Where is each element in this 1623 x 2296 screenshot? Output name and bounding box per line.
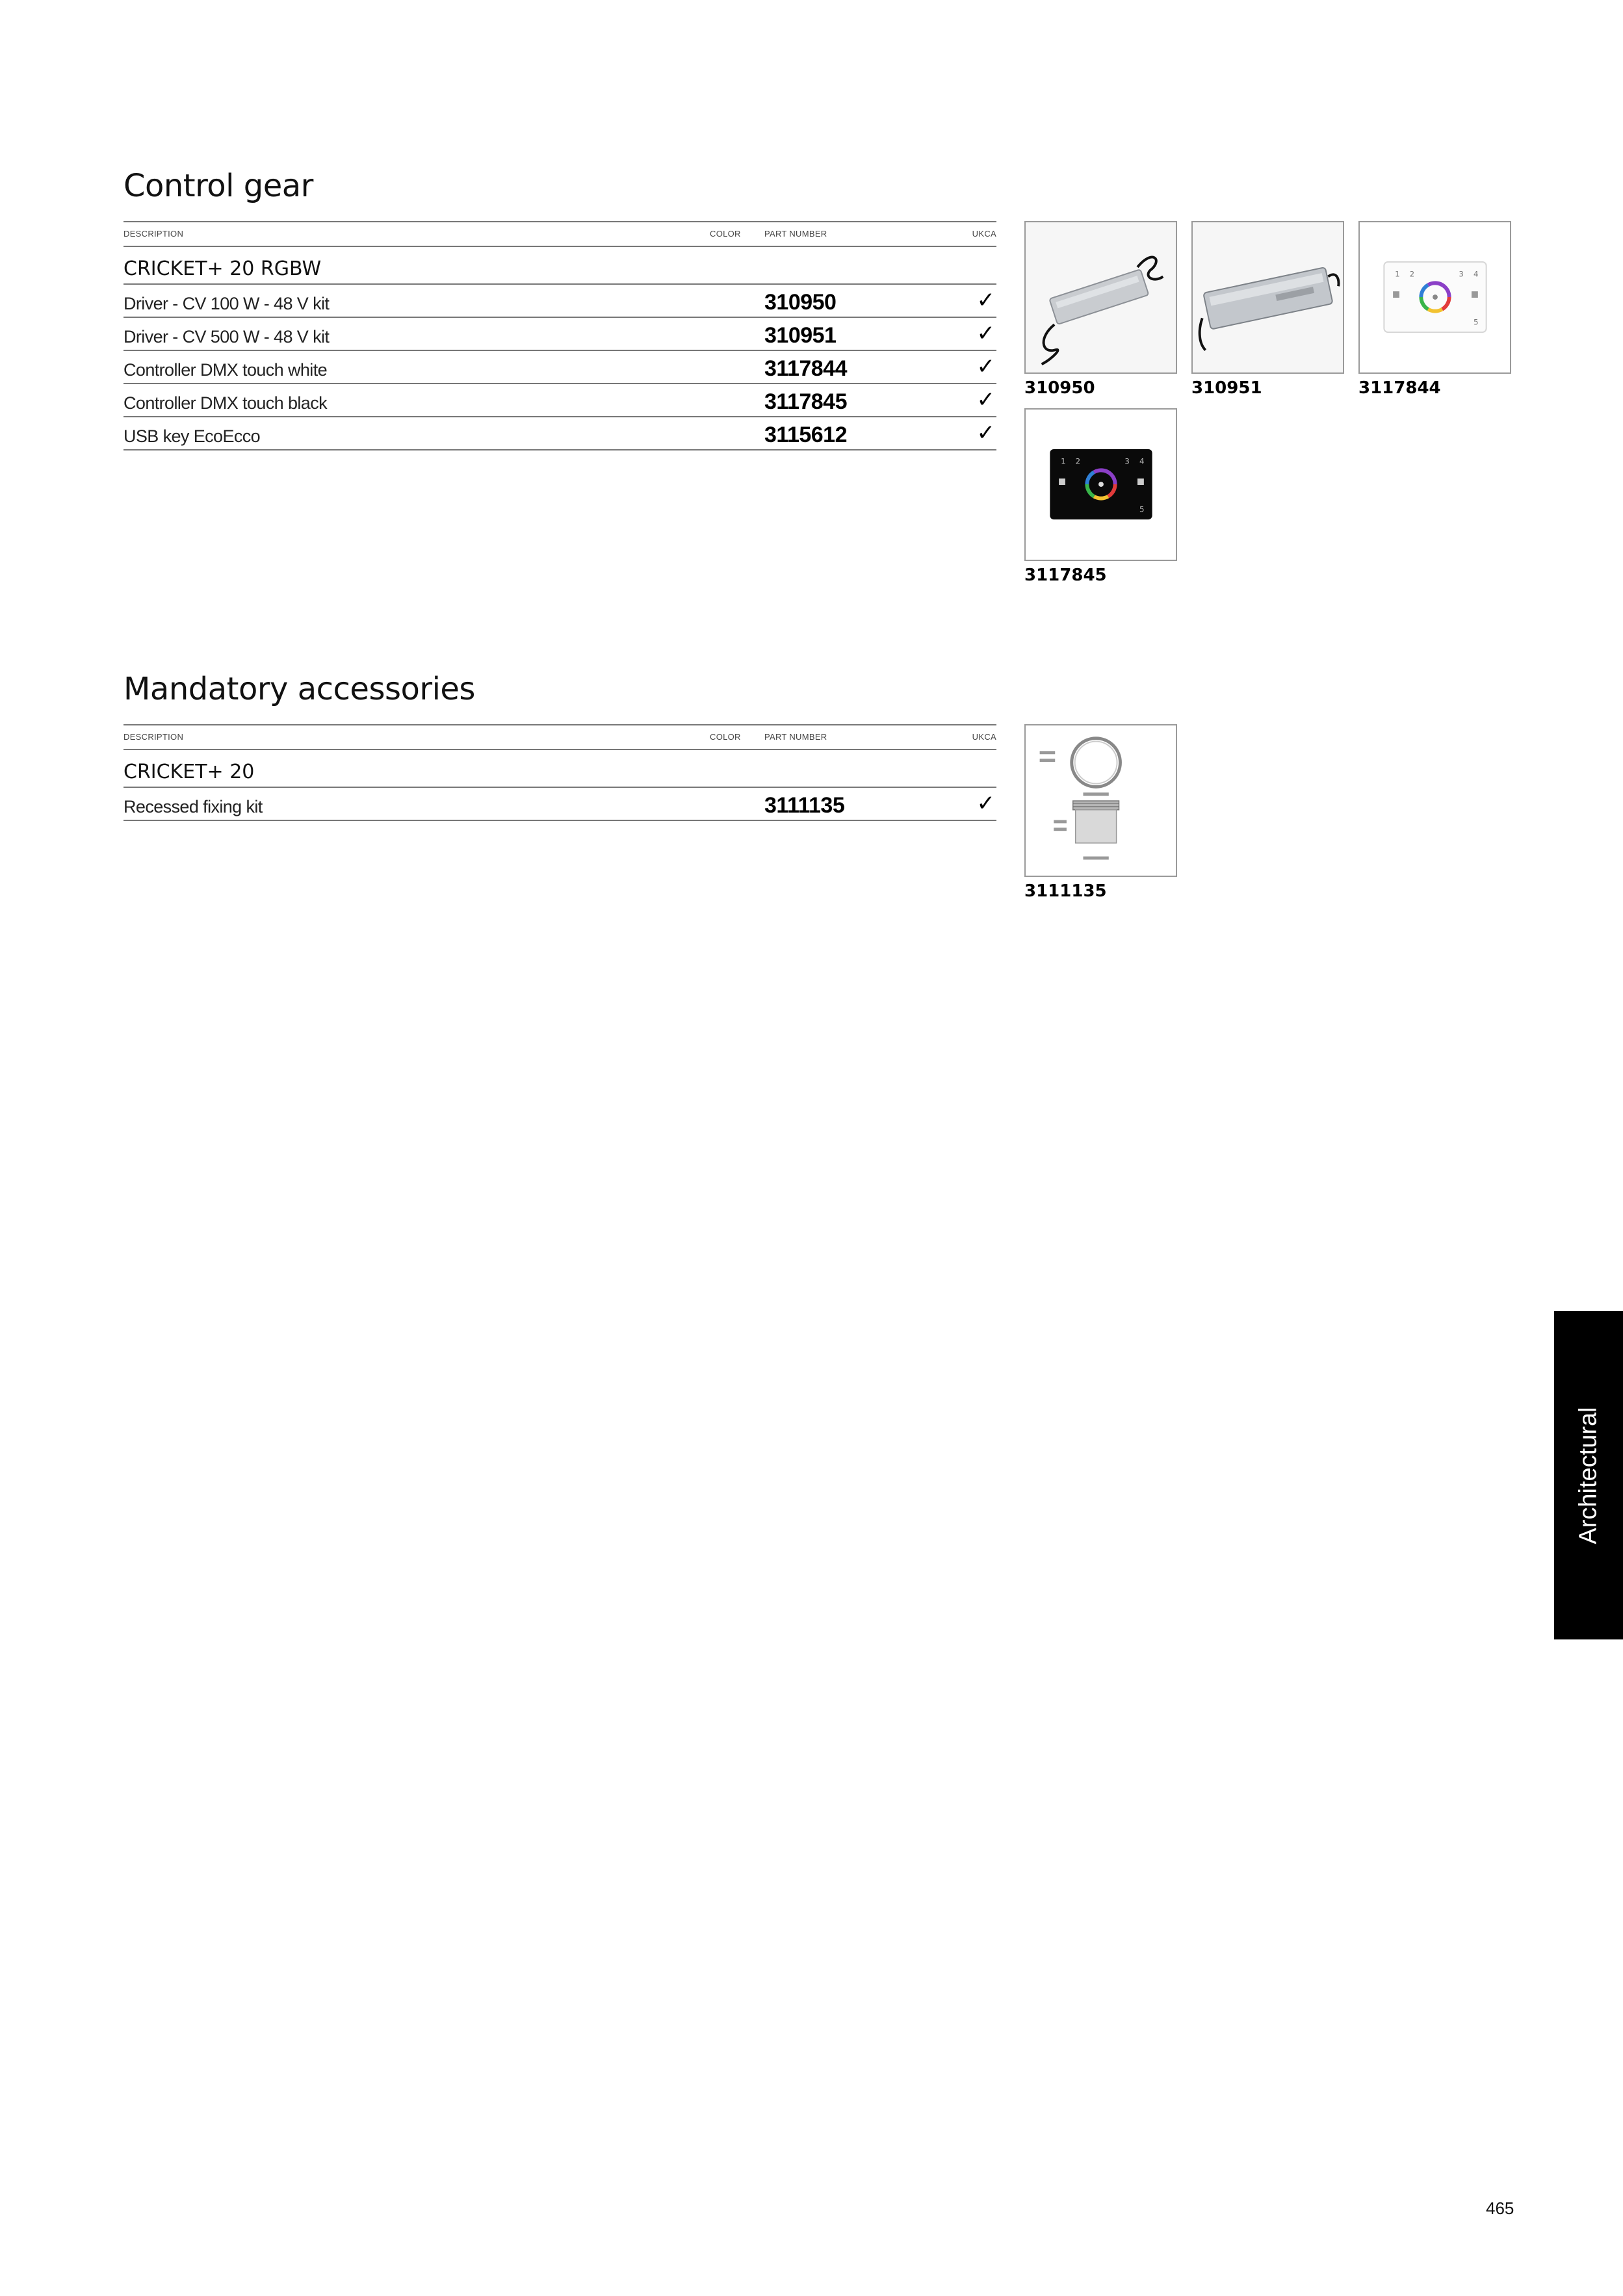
controller-black-icon	[1024, 408, 1177, 561]
header-color: COLOR	[710, 229, 741, 239]
row-description: Controller DMX touch black	[123, 393, 328, 413]
table-row	[123, 417, 996, 450]
row-part-number: 3117844	[764, 356, 847, 381]
image-caption: 3117845	[1024, 566, 1107, 585]
row-description: Driver - CV 100 W - 48 V kit	[123, 294, 330, 313]
svg-text:2: 2	[1075, 456, 1081, 466]
svg-text:3: 3	[1124, 456, 1130, 466]
section-title-mandatory-accessories: Mandatory accessories	[123, 671, 475, 707]
control-gear-table	[123, 221, 996, 450]
header-description: DESCRIPTION	[123, 732, 184, 742]
row-description: Driver - CV 500 W - 48 V kit	[123, 327, 330, 346]
driver-100w-icon	[1024, 221, 1177, 374]
controller-white-icon	[1358, 221, 1511, 374]
table-row	[123, 351, 996, 384]
header-part-number: PART NUMBER	[764, 229, 827, 239]
product-group-label: CRICKET+ 20	[123, 750, 996, 788]
header-color: COLOR	[710, 732, 741, 742]
svg-text:1: 1	[1061, 456, 1066, 466]
ukca-check-icon: ✓	[976, 354, 995, 380]
row-part-number: 3111135	[764, 793, 845, 818]
row-description: Controller DMX touch white	[123, 360, 328, 380]
svg-text:2: 2	[1409, 269, 1415, 279]
header-ukca: UKCA	[972, 229, 996, 239]
driver-500w-icon	[1191, 221, 1344, 374]
svg-text:5: 5	[1473, 317, 1479, 327]
svg-text:5: 5	[1139, 504, 1145, 514]
fixing-kit-drawing-icon	[1024, 724, 1177, 877]
row-part-number: 310951	[764, 323, 837, 348]
header-part-number: PART NUMBER	[764, 732, 827, 742]
table-row	[123, 384, 996, 417]
side-tab-label: Architectural	[1574, 1406, 1602, 1545]
svg-text:3: 3	[1459, 269, 1464, 279]
row-description: Recessed fixing kit	[123, 797, 263, 816]
ukca-check-icon: ✓	[976, 420, 995, 446]
page-number: 465	[1486, 2198, 1514, 2218]
ukca-check-icon: ✓	[976, 387, 995, 413]
row-part-number: 310950	[764, 290, 837, 315]
ukca-check-icon: ✓	[976, 320, 995, 346]
section-title-control-gear: Control gear	[123, 168, 313, 204]
image-caption: 310951	[1191, 378, 1262, 398]
ukca-check-icon: ✓	[976, 287, 995, 313]
row-part-number: 3115612	[764, 423, 847, 447]
ukca-check-icon: ✓	[976, 790, 995, 816]
product-group-label: CRICKET+ 20 RGBW	[123, 247, 996, 285]
svg-text:4: 4	[1139, 456, 1145, 466]
table-row	[123, 318, 996, 351]
image-caption: 310950	[1024, 378, 1095, 398]
svg-text:4: 4	[1473, 269, 1479, 279]
image-caption: 3111135	[1024, 881, 1107, 901]
table-header	[123, 724, 996, 750]
table-row	[123, 285, 996, 318]
row-part-number: 3117845	[764, 389, 847, 414]
side-tab-architectural	[1554, 1311, 1623, 1639]
table-header	[123, 221, 996, 247]
table-row	[123, 788, 996, 821]
header-ukca: UKCA	[972, 732, 996, 742]
header-description: DESCRIPTION	[123, 229, 184, 239]
mandatory-accessories-table	[123, 724, 996, 821]
image-caption: 3117844	[1358, 378, 1441, 398]
svg-text:1: 1	[1395, 269, 1400, 279]
row-description: USB key EcoEcco	[123, 426, 261, 446]
